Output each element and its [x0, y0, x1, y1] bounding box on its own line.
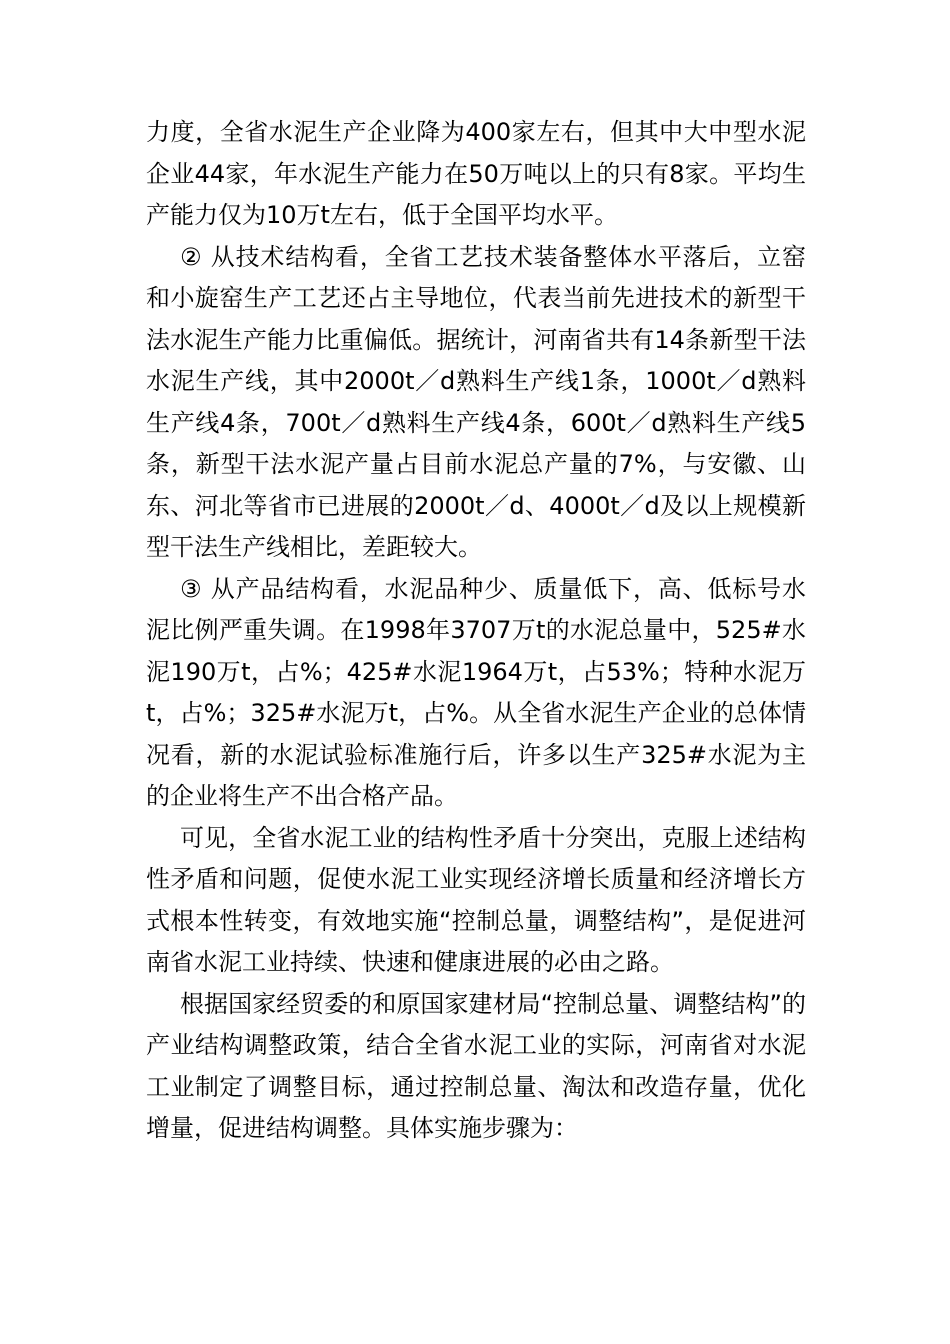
document-body [146, 112, 806, 1150]
paragraph-conclusion: 可见，全省水泥工业的结构性矛盾十分突出，克服上述结构性矛盾和问题，促使水泥工业实现经济增长质量和经济增长方式根本性转变，有效地实施“控制总量，调整结构”，是促进河南省水泥工业持续、快速和健康进展的必由之路。 [146, 823, 806, 976]
paragraph-product-structure: ③ 从产品结构看，水泥品种少、质量低下，高、低标号水泥比例严重失调。在1998年3707万t的水泥总量中，525#水泥190万t，占%；425#水泥1964万t，占53%；特种水泥万t，占%；325#水泥万t，占%。从全省水泥生产企业的总体情况看，新的水泥试验标准施行后，许多以生产325#水泥为主的企业将生产不出合格产品。 [146, 574, 806, 810]
paragraph-technology-structure: ② 从技术结构看，全省工艺技术装备整体水平落后，立窑和小旋窑生产工艺还占主导地位，代表当前先进技术的新型干法水泥生产能力比重偏低。据统计，河南省共有14条新型干法水泥生产线，其中2000t／d熟料生产线1条，1000t／d熟料生产线4条，700t／d熟料生产线4条，600t／d熟料生产线5条，新型干法水泥产量占目前水泥总产量的7%，与安徽、山东、河北等省市已进展的2000t／d、4000t／d及以上规模新型干法生产线相比，差距较大。 [146, 242, 806, 561]
paragraph-policy: 根据国家经贸委的和原国家建材局“控制总量、调整结构”的产业结构调整政策，结合全省水泥工业的实际，河南省对水泥工业制定了调整目标，通过控制总量、淘汰和改造存量，优化增量，促进结构调整。具体实施步骤为： [146, 989, 806, 1142]
paragraph-production-capacity: 力度，全省水泥生产企业降为400家左右，但其中大中型水泥企业44家，年水泥生产能力在50万吨以上的只有8家。平均生产能力仅为10万t左右，低于全国平均水平。 [146, 118, 806, 229]
